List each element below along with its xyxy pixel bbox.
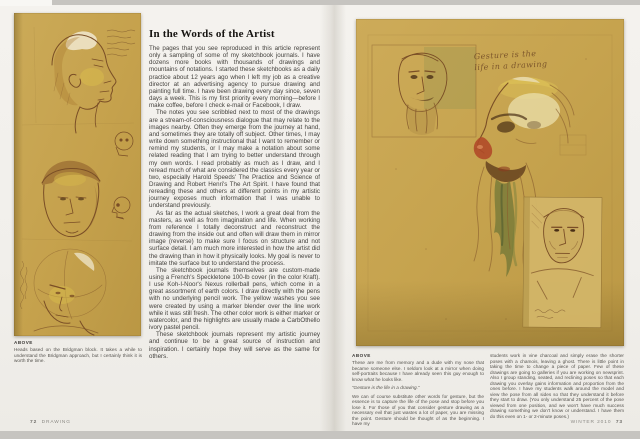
handwriting-line: life in a drawing — [474, 59, 548, 73]
article-paragraph: These sketchbook journals represent my artistic journey and continue to be a great source of instruction and inspiration. I certainly hope they will serve as the same for others. — [149, 331, 320, 360]
right-caption-column-1 — [352, 353, 484, 427]
caption-label: ABOVE — [352, 353, 371, 358]
handwriting-line: Gesture is the — [473, 48, 537, 62]
sketch-portrait-panel — [523, 197, 602, 328]
page-number: 73 — [615, 420, 623, 425]
page-number: 72 — [30, 420, 38, 425]
right-caption-column-2 — [490, 353, 624, 419]
article-paragraph: The notes you see scribbled next to most of the drawings are a stream-of-consciousness dialogue that may relate to the images nearby. Often they emerge from the journey at hand, and sometimes they are totally off subject. Other times, I may write down something instructional that I want to remember or remind my students, or I may make a notation about some related reading that I am trying to better understand through my own words. I read probably as much as I draw, and I reread much of what are considered the classics every year or two, especially Harold Speeds' The Practice and Science of Drawing and Robert Henri's The Art Spirit. I have found that rereading these and others at different points in my artistic journey exposes much information that I was unable to understand previously. — [149, 109, 320, 210]
left-caption — [14, 340, 142, 364]
caption-text: Heads based on the Bridgman block. It takes a while to understand the Bridgman approach, but I certainly think it is worth the time. — [14, 347, 142, 363]
caption-text: students work in vine charcoal and simply erase the shorter poses with a chamois, leaving a ghost. There is little point in taking the time to change a piece of paper. Few of these drawings are going to galleries if you are working on newsprint. Also I group standing, seated, and reclining poses so that each drawing you overlay gains information and proportion from the ones before. I have my students walk around the model and view the pose from all sides so that they understand it before they start to draw. (You only understand 25 percent of the pose viewed from one position, and we won't have much success drawing something we don't know or understand. I have them do this even on 1- or 2-minute poses.) — [490, 353, 624, 419]
scan-edge-artifact — [0, 0, 52, 6]
caption-text: These are me from memory and a dude with my nose that became someone else. I seldom look at a mirror when doing self-portraits because I have already seen this guy enough to know what he looks like. — [352, 360, 484, 382]
magazine-name: DRAWING — [41, 420, 71, 425]
right-folio — [571, 420, 623, 425]
caption-text: We can of course substitute other words for gesture, but the essence is to capture the life of the pose and stop before you lose it. For those of you that consider gesture drawing as a necessary evil that just wastes a lot of paper, you are missing the point. Gesture should be thought of as the beginning. I have my — [352, 393, 484, 426]
article-paragraph: As far as the actual sketches, I work a great deal from the masters, as well as from imagination and life. When working from reference I totally deconstruct and reconstruct the drawing from the inside out and often will draw them in mirror image (reverse) to make sure I focus on structure and not surface detail. I am much more interested in how the artist did the drawing than in how it physically looks. My goal is never to imitate the surface but to understand the process. — [149, 209, 320, 267]
left-folio — [30, 420, 71, 425]
page-gutter-shadow — [320, 5, 346, 431]
pull-quote: “Gesture is the life in a drawing.” — [352, 385, 420, 390]
article-paragraph: The sketchbook journals themselves are custom-made using a French's Speckletone 100-lb cover (in the color Kraft). I use Koh-I-Noor's Nexus rollerball pens, which come in a great assortment of earth colors. I draw directly with the pens with no underlying pencil work. The yellow washes you see were created by using a marker blender over the line work while it was still fresh. The other color work is either marker or watercolor, and the highlights are usually made a CarbOthello ivory pastel pencil. — [149, 266, 320, 332]
right-sketchbook-page — [356, 19, 624, 346]
article-column — [149, 28, 320, 360]
left-sketchbook-strip — [14, 13, 141, 336]
article-title: In the Words of the Artist — [149, 28, 275, 40]
issue-label: WINTER 2010 — [570, 420, 612, 425]
caption-label: ABOVE — [14, 340, 33, 345]
article-paragraph: The pages that you see reproduced in this article represent only a sampling of some of my sketchbook journals. I have dozens more books with thousands of drawings and mountains of notations. I started these sketchbooks as a daily practice about 12 years ago when I left my job as a creative director at an advertising agency to pursue drawing and painting full time. I have been drawing every day since, seven days a week. This is my first priority every morning—before I make coffee, before I check e-mail or Facebook, I draw. — [149, 45, 320, 110]
